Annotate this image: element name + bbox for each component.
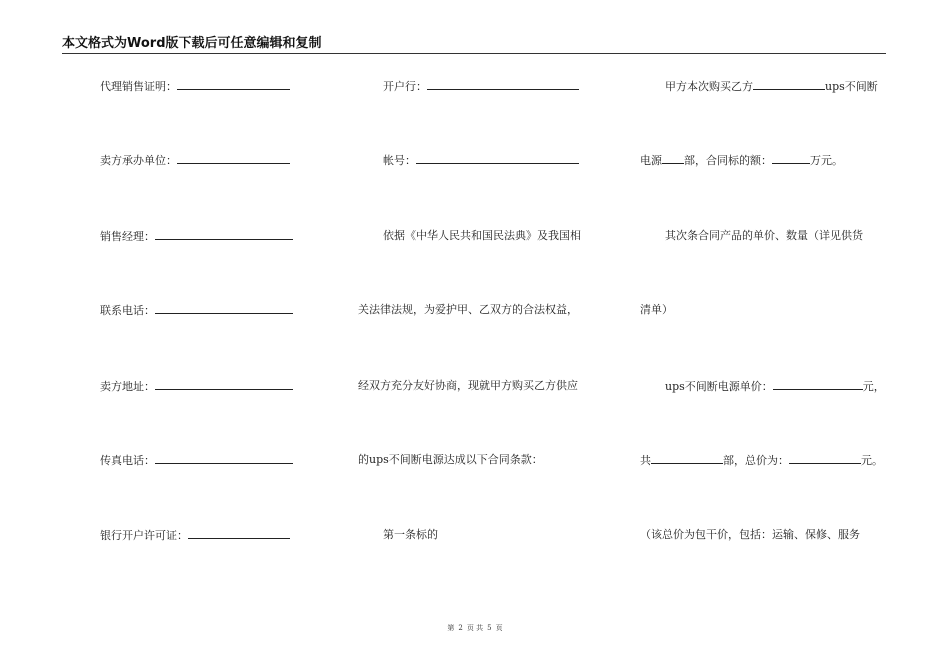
paragraph-line-1: 依据《中华人民共和国民法典》及我国相 [383,229,581,242]
total-price-suffix: 元。 [861,454,883,467]
right-row-2-text: 电源 [640,154,662,167]
fax-row [100,453,293,468]
bank-permit-row [100,528,290,543]
right-row-1 [665,79,878,94]
unit-price-suffix: 元， [862,380,885,393]
phone-field[interactable] [155,303,293,314]
right-row-1-suffix: ups不间断 [825,80,878,93]
bank-label: 开户行： [383,80,427,93]
address-row [100,379,293,394]
right-row-3: 其次条合同产品的单价、数量（详见供货 [665,229,863,242]
account-row [383,153,579,168]
page-footer [0,623,950,633]
address-field[interactable] [155,379,293,390]
account-field[interactable] [416,153,579,164]
seller-unit-field[interactable] [177,153,290,164]
seller-unit-row [100,153,290,168]
document-header: 本文格式为Word版下载后可任意编辑和复制 [62,36,322,51]
fax-label: 传真电话： [100,454,155,467]
bank-permit-label: 银行开户许可证： [100,529,188,542]
paragraph-line-3: 经双方充分友好协商，现就甲方购买乙方供应 [358,379,578,392]
agent-cert-label: 代理销售证明： [100,80,177,93]
unit-price-field[interactable] [773,379,863,390]
quantity-field[interactable] [651,453,723,464]
bank-row [383,79,579,94]
address-label: 卖方地址： [100,380,155,393]
article-1-heading: 第一条标的 [383,528,438,541]
right-row-6 [640,453,883,468]
right-row-2-mid: 部，合同标的额： [684,154,772,167]
phone-row [100,303,293,318]
right-row-1-text: 甲方本次购买乙方 [665,80,753,93]
sales-manager-field[interactable] [155,229,293,240]
unit-price-label: ups不间断电源单价： [665,380,773,393]
right-row-7: （该总价为包干价，包括：运输、保修、服务 [640,528,860,541]
bank-field[interactable] [427,79,579,90]
quantity-prefix: 共 [640,454,651,467]
fax-field[interactable] [155,453,293,464]
agent-cert-field[interactable] [177,79,290,90]
header-divider [62,53,886,54]
seller-unit-label: 卖方承办单位： [100,154,177,167]
page-suffix: 页 [495,624,503,632]
sales-manager-row [100,229,293,244]
account-label: 帐号： [383,154,416,167]
paragraph-line-2: 关法律法规，为爱护甲、乙双方的合法权益， [358,303,578,316]
agent-cert-row [100,79,290,94]
page-total: 5 [487,624,492,632]
right-row-2-field-1[interactable] [662,153,684,164]
bank-permit-field[interactable] [188,528,290,539]
sales-manager-label: 销售经理： [100,230,155,243]
right-row-2-field-2[interactable] [772,153,810,164]
right-row-1-field[interactable] [753,79,825,90]
right-row-4: 清单） [640,303,673,316]
page-number: 2 [458,624,463,632]
phone-label: 联系电话： [100,304,155,317]
page-prefix: 第 [447,624,455,632]
right-row-2-suffix: 万元。 [810,154,843,167]
page-mid: 页 共 [466,624,484,632]
paragraph-line-4: 的ups不间断电源达成以下合同条款： [358,453,543,466]
total-price-field[interactable] [789,453,861,464]
right-row-5 [665,379,885,394]
right-row-2 [640,153,843,168]
total-price-label: 部，总价为： [723,454,789,467]
